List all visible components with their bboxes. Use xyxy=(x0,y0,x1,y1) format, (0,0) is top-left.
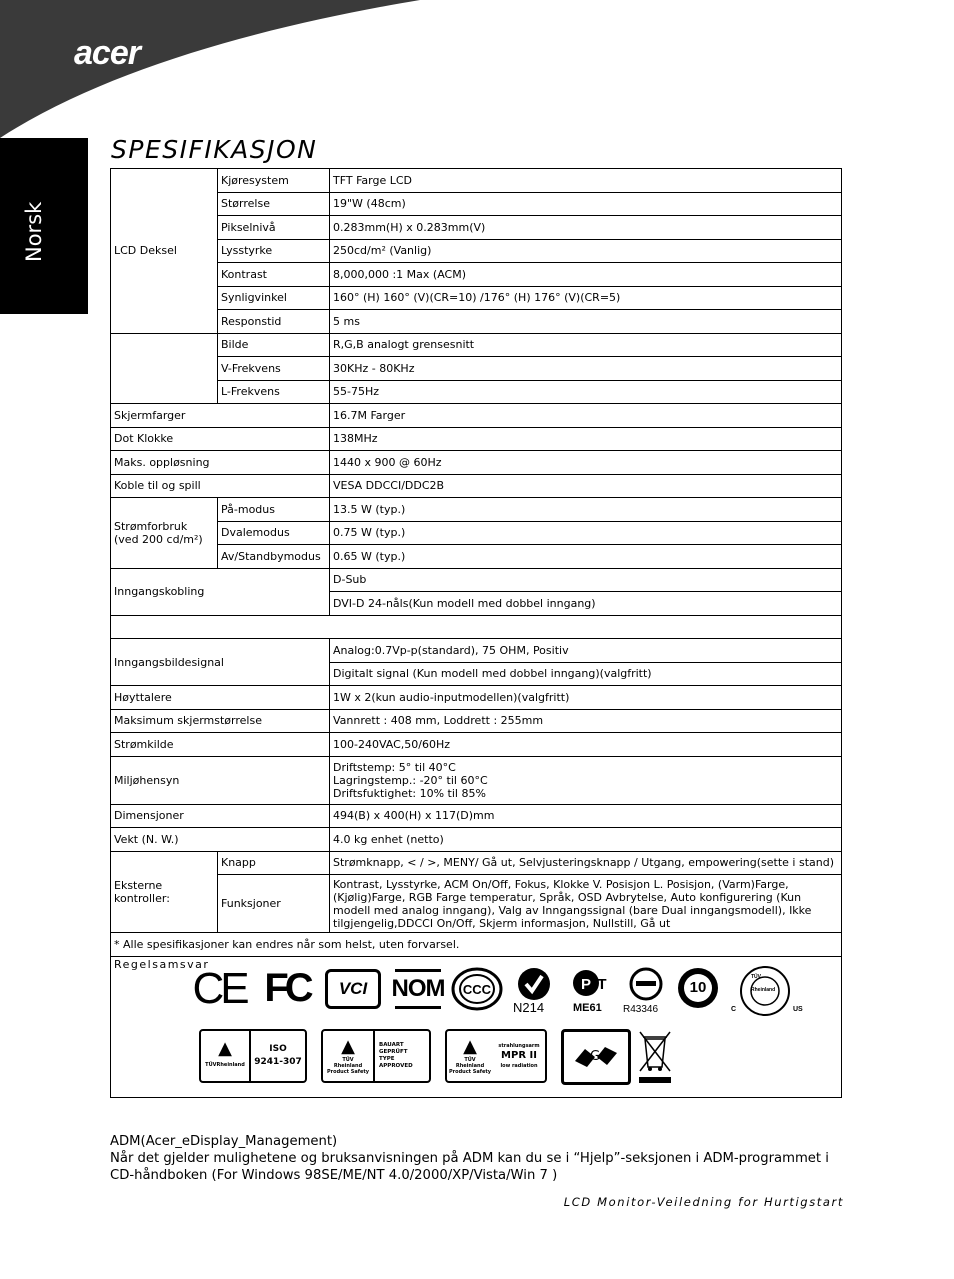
approved-label: APPROVED xyxy=(379,1062,413,1069)
language-label: Norsk xyxy=(22,201,46,262)
spec-value: Digitalt signal (Kun modell med dobbel inngang)(valgfritt) xyxy=(330,662,842,686)
regulatory-cell xyxy=(111,956,842,1097)
table-row xyxy=(111,216,842,240)
table-row xyxy=(111,498,842,522)
tuv-label: TÜV xyxy=(464,1056,476,1063)
spec-value: Analog:0.7Vp-p(standard), 75 OHM, Positiv xyxy=(330,639,842,663)
spec-value: 250cd/m² (Vanlig) xyxy=(330,239,842,263)
rheinland-label: Rheinland xyxy=(455,1062,485,1069)
spec-label: Responstid xyxy=(218,310,330,334)
spec-value: Driftstemp: 5° til 40°C Lagringstemp.: -20° til 60°C Driftsfuktighet: 10% til 85% xyxy=(330,756,842,804)
table-row xyxy=(111,933,842,957)
mpr-label: MPR II xyxy=(501,1049,537,1061)
tuv-triangle-icon xyxy=(201,1039,249,1072)
table-row xyxy=(111,828,842,852)
spec-value: 16.7M Farger xyxy=(330,404,842,428)
spec-value: 160° (H) 160° (V)(CR=10) /176° (H) 176° (V)(CR=5) xyxy=(330,286,842,310)
spec-label: Vekt (N. W.) xyxy=(111,828,330,852)
ten-years-label: 10 xyxy=(689,979,707,996)
spec-label: Synligvinkel xyxy=(218,286,330,310)
spec-value: Kontrast, Lysstyrke, ACM On/Off, Fokus, Klokke V. Posisjon L. Posisjon, (Varm)Farge, (Kjølig)Farge, RGB Farge temperatur, Språk, OSD Avbrytelse, Auto konfigurering (Kun modell med analog inngang), Valg av Inngangssignal (bare Dual inngangsmodell), Ikke tilgjengelig,DDCCI On/Off, Skjerm informasjon, Nullstill, Gå ut xyxy=(330,875,842,933)
spec-label: Kontrast xyxy=(218,263,330,287)
table-row xyxy=(111,756,842,804)
gost-pct-icon xyxy=(571,967,611,1001)
ce-mark-icon xyxy=(191,964,247,1013)
spec-label: Skjermfarger xyxy=(111,404,330,428)
table-row xyxy=(111,380,842,404)
tuv-gs-badge xyxy=(321,1029,431,1083)
spec-label: Inngangskobling xyxy=(111,568,330,615)
adm-section xyxy=(110,1133,840,1184)
fcc-mark-text: FC xyxy=(264,966,310,1010)
fcc-mark-icon xyxy=(257,967,317,1011)
svg-text:CCC: CCC xyxy=(462,981,492,997)
spec-label: Inngangsbildesignal xyxy=(111,639,330,686)
spec-label: Maksimum skjermstørrelse xyxy=(111,709,330,733)
spec-value: 30KHz - 80KHz xyxy=(330,357,842,381)
spec-label: Lysstyrke xyxy=(218,239,330,263)
spec-value: VESA DDCCI/DDC2B xyxy=(330,474,842,498)
n214-label: N214 xyxy=(513,999,545,1015)
spec-value: Strømknapp, < / >, MENY/ Gå ut, Selvjusteringsknapp / Utgang, empowering(sette i stand) xyxy=(330,851,842,875)
type-label: TYPE xyxy=(379,1055,395,1062)
table-row xyxy=(111,310,842,334)
spec-value: 1440 x 900 @ 60Hz xyxy=(330,451,842,475)
rheinland-label: Rheinland xyxy=(333,1062,363,1069)
spec-label: Strømkilde xyxy=(111,733,330,757)
spec-value: 100-240VAC,50/60Hz xyxy=(330,733,842,757)
adm-title: ADM(Acer_eDisplay_Management) xyxy=(110,1134,338,1149)
spec-value: 8,000,000 :1 Max (ACM) xyxy=(330,263,842,287)
compliance-logos xyxy=(191,964,831,1017)
row-gap xyxy=(111,615,842,639)
spec-value: 1W x 2(kun audio-inputmodellen)(valgfritt) xyxy=(330,686,842,710)
spec-label: Miljøhensyn xyxy=(111,756,330,804)
spec-label: Knapp xyxy=(218,851,330,875)
table-row xyxy=(111,875,842,933)
spec-value: 19"W (48cm) xyxy=(330,192,842,216)
spec-value: 0.65 W (typ.) xyxy=(330,545,842,569)
iso-number: 9241-307 xyxy=(254,1056,302,1067)
gepruft-label: GEPRÜFT xyxy=(379,1048,408,1055)
iso-cert-badge xyxy=(199,1029,307,1083)
spec-value: 4.0 kg enhet (netto) xyxy=(330,828,842,852)
r43346-label: R43346 xyxy=(623,1003,659,1015)
iso-title: ISO xyxy=(269,1043,287,1054)
spec-value: 138MHz xyxy=(330,427,842,451)
group-label: Eksterne kontroller: xyxy=(111,851,218,933)
spec-label: Funksjoner xyxy=(218,875,330,933)
spec-label: V-Frekvens xyxy=(218,357,330,381)
spec-label: Dot Klokke xyxy=(111,427,330,451)
me61-label: ME61 xyxy=(573,1001,602,1014)
spec-value: Vannrett : 408 mm, Loddrett : 255mm xyxy=(330,709,842,733)
vcci-mark-icon xyxy=(325,969,381,1009)
table-row xyxy=(111,521,842,545)
warning-triangle-icon: ▲ xyxy=(463,1035,477,1057)
spec-label: Størrelse xyxy=(218,192,330,216)
warning-triangle-icon: ▲ xyxy=(218,1038,232,1059)
table-row xyxy=(111,192,842,216)
spec-value: D-Sub xyxy=(330,568,842,592)
spec-label: Av/Standbymodus xyxy=(218,545,330,569)
footer-text: LCD Monitor-Veiledning for Hurtigstart xyxy=(563,1195,844,1209)
product-safety-label: Product Safety xyxy=(327,1068,369,1075)
spec-label: L-Frekvens xyxy=(218,380,330,404)
spec-label: Høyttalere xyxy=(111,686,330,710)
vcci-mark-text: VCI xyxy=(338,979,368,998)
table-row xyxy=(111,451,842,475)
spec-table xyxy=(110,168,842,1098)
page-title: SPESIFIKASJON xyxy=(111,135,318,164)
group-label: Strømforbruk (ved 200 cd/m²) xyxy=(111,498,218,569)
low-radiation-label: low radiation xyxy=(500,1062,538,1069)
spec-label: Bilde xyxy=(218,333,330,357)
regulatory-label: Regelsamsvar xyxy=(114,957,210,971)
spec-value: 494(B) x 400(H) x 117(D)mm xyxy=(330,804,842,828)
tuv-c-label: C xyxy=(731,1005,737,1013)
tuv-small-label: TÜVRheinland xyxy=(205,1062,245,1068)
spec-label: Kjøresystem xyxy=(218,169,330,193)
nom-mark-text: NOM xyxy=(391,975,445,1002)
spec-value: 5 ms xyxy=(330,310,842,334)
spec-value: TFT Farge LCD xyxy=(330,169,842,193)
table-row xyxy=(111,404,842,428)
table-row xyxy=(111,474,842,498)
table-row xyxy=(111,286,842,310)
spec-label: Maks. oppløsning xyxy=(111,451,330,475)
bauart-label: BAUART xyxy=(379,1041,404,1048)
tuv-na-label: TÜV Rheinland xyxy=(751,973,776,993)
spec-value: 55-75Hz xyxy=(330,380,842,404)
table-row xyxy=(111,427,842,451)
spec-value: DVI-D 24-nåls(Kun modell med dobbel inngang) xyxy=(330,592,842,616)
spec-label: Koble til og spill xyxy=(111,474,330,498)
tuv-label: TÜV xyxy=(342,1056,354,1063)
svg-text:P: P xyxy=(580,975,592,993)
svg-text:T: T xyxy=(597,975,607,993)
table-row xyxy=(111,639,842,663)
ce-mark-text: CE xyxy=(192,964,246,1013)
table-row xyxy=(111,239,842,263)
spec-value: 0.75 W (typ.) xyxy=(330,521,842,545)
tuv-us-label: US xyxy=(793,1005,803,1013)
spec-value: 0.283mm(H) x 0.283mm(V) xyxy=(330,216,842,240)
table-row xyxy=(111,568,842,592)
c-tick-icon xyxy=(515,967,553,1001)
acer-logo: acer xyxy=(74,34,140,72)
spec-note: * Alle spesifikasjoner kan endres når som helst, uten forvarsel. xyxy=(111,933,842,957)
table-row xyxy=(111,357,842,381)
table-row xyxy=(111,686,842,710)
g-mark-text: G xyxy=(590,1048,601,1064)
table-row xyxy=(111,733,842,757)
spec-value: 13.5 W (typ.) xyxy=(330,498,842,522)
spec-label: Pikselnivå xyxy=(218,216,330,240)
table-row xyxy=(111,851,842,875)
spec-label: På-modus xyxy=(218,498,330,522)
table-row xyxy=(111,709,842,733)
strahlungsarm-label: strahlungsarm xyxy=(498,1042,540,1049)
ccc-mark-icon xyxy=(451,967,503,1011)
adm-body: Når det gjelder mulighetene og bruksanvisningen på ADM kan du se i “Hjelp”-seksjonen i ADM-programmet i CD-håndboken (For Windows 98SE/ME/NT 4.0/2000/XP/Vista/Win 7 ) xyxy=(110,1151,829,1183)
table-row xyxy=(111,333,842,357)
spec-label: Dimensjoner xyxy=(111,804,330,828)
table-row xyxy=(111,263,842,287)
table-row xyxy=(111,169,842,193)
spec-value: R,G,B analogt grensesnitt xyxy=(330,333,842,357)
spec-label: Dvalemodus xyxy=(218,521,330,545)
nom-mark-icon xyxy=(391,969,445,1009)
eac-mark-icon xyxy=(629,967,663,1001)
warning-triangle-icon: ▲ xyxy=(341,1035,355,1057)
header-band xyxy=(0,0,954,140)
table-row xyxy=(111,956,842,1097)
group-label-empty xyxy=(111,333,218,404)
group-label: LCD Deksel xyxy=(111,169,218,334)
table-row xyxy=(111,545,842,569)
mpr-badge xyxy=(445,1029,547,1083)
gap-cell xyxy=(111,615,842,639)
product-safety-label: Product Safety xyxy=(449,1068,491,1075)
certification-logos xyxy=(199,1029,699,1085)
g-mark-badge xyxy=(561,1029,631,1085)
weee-bin-icon xyxy=(637,1029,673,1085)
table-row xyxy=(111,804,842,828)
